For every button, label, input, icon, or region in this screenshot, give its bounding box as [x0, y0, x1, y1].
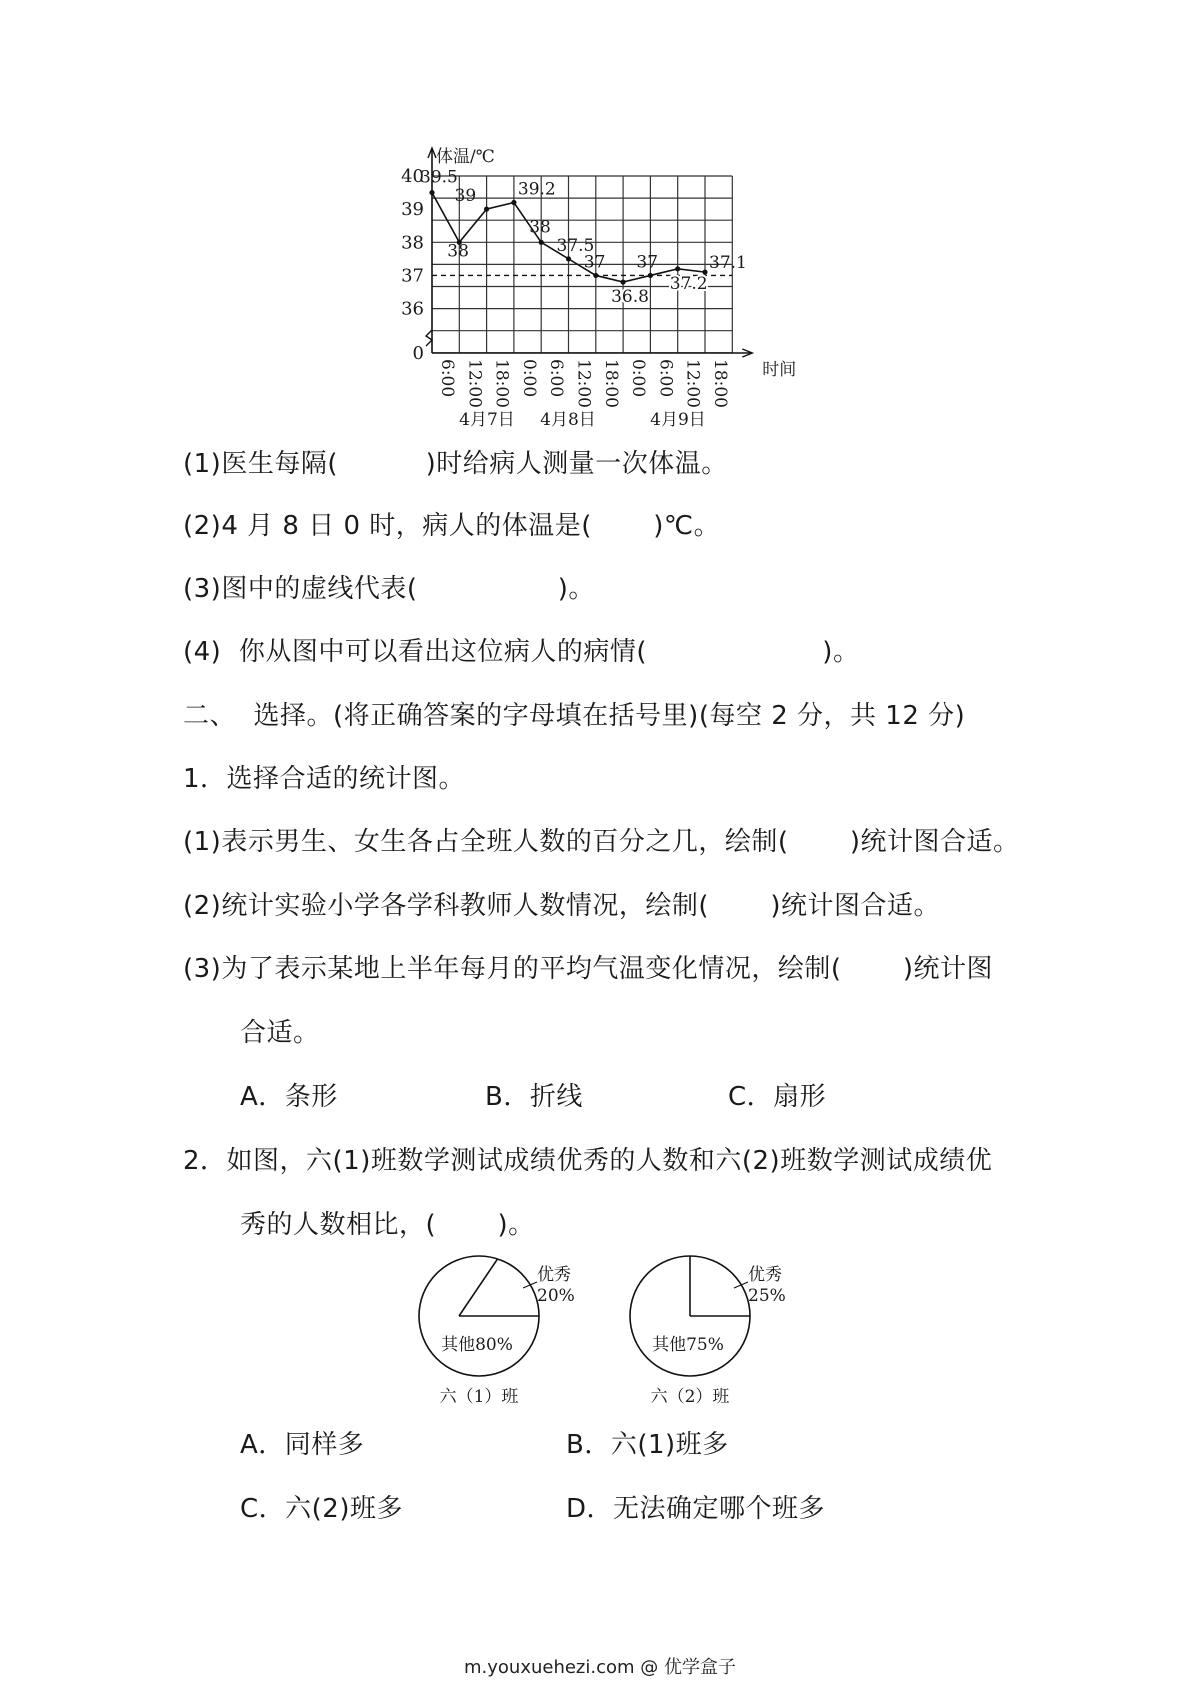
question-2-1-3-cont: 合适。 [240, 1018, 320, 1048]
x-tick-label: 12:00 [573, 359, 594, 408]
data-label: 37.1 [709, 253, 747, 274]
q2-option-b: B．六(1)班多 [566, 1430, 729, 1460]
section-2-title: 二、 选择。(将正确答案的字母填在括号里)(每空 2 分，共 12 分) [183, 701, 966, 731]
question-2-2: 2．如图，六(1)班数学测试成绩优秀的人数和六(2)班数学测试成绩优 [183, 1146, 993, 1176]
q2-option-d: D．无法确定哪个班多 [566, 1494, 826, 1524]
pie-charts [0, 1240, 1200, 1415]
data-label: 39.2 [517, 179, 556, 200]
pie-slice-value: 20% [537, 1286, 575, 1306]
pie-slice-label: 优秀 [537, 1265, 571, 1285]
question-2-1-title: 1．选择合适的统计图。 [183, 764, 466, 794]
x-tick-label: 18:00 [710, 359, 730, 408]
x-tick-label: 6:00 [546, 359, 567, 398]
pie-slice-value: 25% [748, 1286, 786, 1306]
question-2-2-cont: 秀的人数相比，( )。 [240, 1210, 535, 1240]
x-tick-label: 18:00 [600, 359, 621, 408]
option-b: B．折线 [485, 1082, 583, 1112]
data-point [566, 256, 571, 261]
date-label: 4月8日 [540, 410, 596, 430]
question-2-1-2: (2)统计实验小学各学科教师人数情况，绘制( )统计图合适。 [183, 891, 940, 921]
y-tick-label: 0 [412, 343, 424, 364]
q2-option-c: C．六(2)班多 [240, 1494, 403, 1524]
axis-break-mark [426, 330, 432, 346]
pie-slice-label: 其他80% [441, 1335, 513, 1355]
x-tick-label: 6:00 [437, 359, 457, 398]
data-label: 38 [447, 241, 469, 262]
temperature-line-chart [0, 0, 1200, 460]
date-label: 4月7日 [459, 410, 515, 430]
q2-option-a: A．同样多 [240, 1430, 365, 1460]
data-point [484, 207, 489, 212]
y-tick-label: 39 [401, 199, 424, 221]
question-1-4: (4) 你从图中可以看出这位病人的病情( )。 [183, 637, 860, 667]
data-point [593, 273, 598, 278]
data-point [429, 190, 434, 195]
data-label: 37.5 [556, 235, 595, 256]
data-label: 37.2 [669, 273, 708, 294]
y-tick-label: 38 [401, 232, 424, 254]
x-tick-label: 0:00 [518, 359, 539, 398]
chart-grid [432, 176, 732, 353]
option-a: A．条形 [240, 1082, 338, 1112]
data-point [648, 273, 653, 278]
option-c: C．扇形 [728, 1082, 827, 1112]
data-label: 39.5 [420, 167, 458, 188]
x-tick-label: 12:00 [464, 359, 485, 408]
data-point [511, 200, 516, 205]
pie-slice-label: 优秀 [748, 1265, 782, 1285]
y-tick-label: 36 [401, 298, 424, 320]
data-label: 38 [529, 217, 551, 238]
pie-title: 六（2）班 [650, 1387, 730, 1407]
data-point [675, 266, 680, 271]
x-tick-label: 12:00 [682, 359, 703, 408]
pie-chart-class-1 [419, 1256, 575, 1407]
data-point [621, 279, 626, 284]
question-2-1-3: (3)为了表示某地上半年每月的平均气温变化情况，绘制( )统计图 [183, 954, 993, 984]
data-label: 39 [454, 186, 477, 207]
chart-text [401, 147, 796, 430]
date-label: 4月9日 [650, 410, 706, 430]
data-point [539, 240, 544, 245]
question-1-1: (1)医生每隔( )时给病人测量一次体温。 [183, 449, 728, 479]
data-label: 37 [583, 252, 606, 273]
x-axis-title: 时间 [762, 360, 797, 380]
pie-slice-boundary [459, 1259, 498, 1316]
footer-watermark: m.youxuehezi.com @ 优学盒子 [463, 1657, 736, 1678]
y-tick-label: 37 [401, 265, 424, 287]
question-1-2: (2)4 月 8 日 0 时，病人的体温是( )℃。 [183, 511, 721, 541]
y-tick-label: 40 [401, 166, 424, 187]
question-1-3: (3)图中的虚线代表( )。 [183, 574, 595, 604]
x-tick-label: 6:00 [655, 359, 676, 398]
pie-chart-class-2 [630, 1256, 786, 1407]
data-label: 37 [636, 252, 659, 273]
x-tick-label: 0:00 [628, 359, 649, 398]
pie-slice-label: 其他75% [652, 1335, 724, 1355]
x-tick-label: 18:00 [491, 359, 512, 408]
question-2-1-1: (1)表示男生、女生各占全班人数的百分之几，绘制( )统计图合适。 [183, 827, 1020, 857]
y-axis-title: 体温/℃ [436, 147, 495, 167]
pie-title: 六（1）班 [439, 1387, 519, 1407]
data-label: 36.8 [611, 287, 649, 308]
